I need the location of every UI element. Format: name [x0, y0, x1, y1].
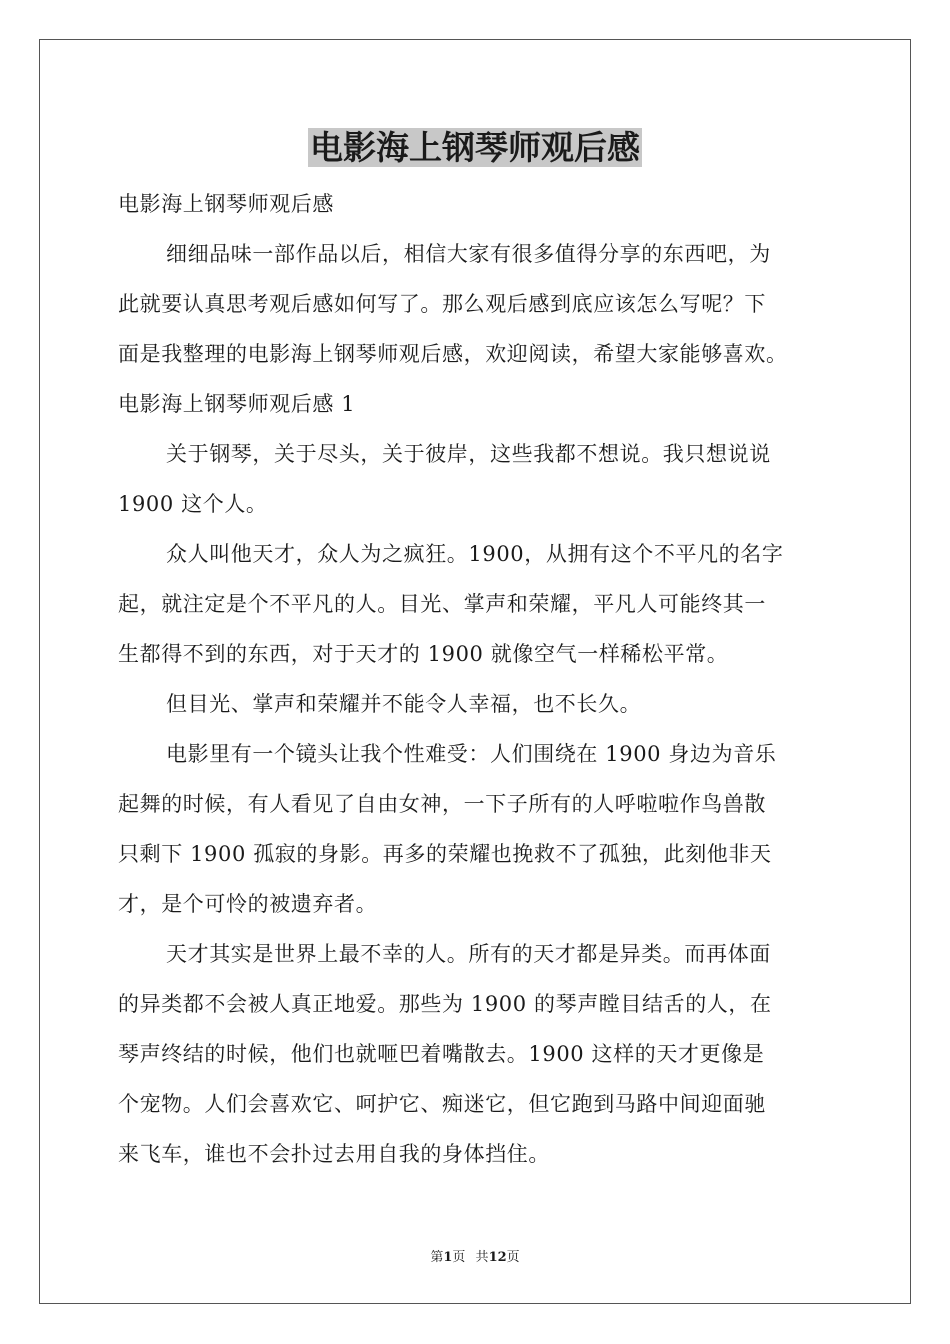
paragraph [118, 679, 840, 729]
paragraph-line: 的异类都不会被人真正地爱。那些为 1900 的琴声瞠目结舌的人，在 [118, 992, 772, 1016]
paragraph-line: 面是我整理的电影海上钢琴师观后感，欢迎阅读，希望大家能够喜欢。 [118, 342, 788, 366]
paragraph-line: 生都得不到的东西，对于天才的 1900 就像空气一样稀松平常。 [118, 642, 729, 666]
paragraph [118, 529, 840, 679]
paragraph-line: 但目光、掌声和荣耀并不能令人幸福，也不长久。 [166, 692, 642, 716]
document-title-text: 电影海上钢琴师观后感 [310, 128, 640, 167]
paragraph-line: 此就要认真思考观后感如何写了。那么观后感到底应该怎么写呢？下 [118, 292, 766, 316]
document-title [0, 126, 950, 170]
paragraph-line: 1900 这个人。 [118, 492, 268, 516]
section-heading: 电影海上钢琴师观后感 1 [118, 392, 356, 416]
total-suffix: 页 [506, 1250, 520, 1265]
paragraph-line: 起，就注定是个不平凡的人。目光、掌声和荣耀，平凡人可能终其一 [118, 592, 766, 616]
paragraph-line: 关于钢琴，关于尽头，关于彼岸，这些我都不想说。我只想说说 [166, 442, 771, 466]
paragraph [118, 929, 840, 1179]
paragraph-line: 才，是个可怜的被遗弃者。 [118, 892, 378, 916]
page-indicator [430, 1250, 465, 1265]
subtitle: 电影海上钢琴师观后感 [118, 192, 334, 216]
paragraph-line: 只剩下 1900 孤寂的身影。再多的荣耀也挽救不了孤独，此刻他非天 [118, 842, 772, 866]
intro-paragraph [118, 229, 840, 379]
paragraph-line: 琴声终结的时候，他们也就咂巴着嘴散去。1900 这样的天才更像是 [118, 1042, 765, 1066]
paragraph [118, 729, 840, 929]
paragraph [118, 429, 840, 529]
page-footer [0, 1249, 950, 1267]
paragraph-line: 众人叫他天才，众人为之疯狂。1900，从拥有这个不平凡的名字 [166, 542, 784, 566]
total-pages-indicator [476, 1250, 520, 1265]
paragraph-line: 天才其实是世界上最不幸的人。所有的天才都是异类。而再体面 [166, 942, 771, 966]
total-pages: 12 [488, 1250, 507, 1265]
paragraph-line: 细细品味一部作品以后，相信大家有很多值得分享的东西吧，为 [166, 242, 771, 266]
paragraph-line: 个宠物。人们会喜欢它、呵护它、痴迷它，但它跑到马路中间迎面驰 [118, 1092, 766, 1116]
paragraph-line: 起舞的时候，有人看见了自由女神，一下子所有的人呼啦啦作鸟兽散 [118, 792, 766, 816]
page-prefix: 第 [430, 1250, 444, 1265]
page-number: 1 [443, 1250, 453, 1265]
page-suffix: 页 [452, 1250, 466, 1265]
paragraph-line: 来飞车，谁也不会扑过去用自我的身体挡住。 [118, 1142, 550, 1166]
document-body [118, 179, 840, 1179]
paragraph-line: 电影里有一个镜头让我个性难受：人们围绕在 1900 身边为音乐 [166, 742, 777, 766]
total-prefix: 共 [475, 1250, 489, 1265]
